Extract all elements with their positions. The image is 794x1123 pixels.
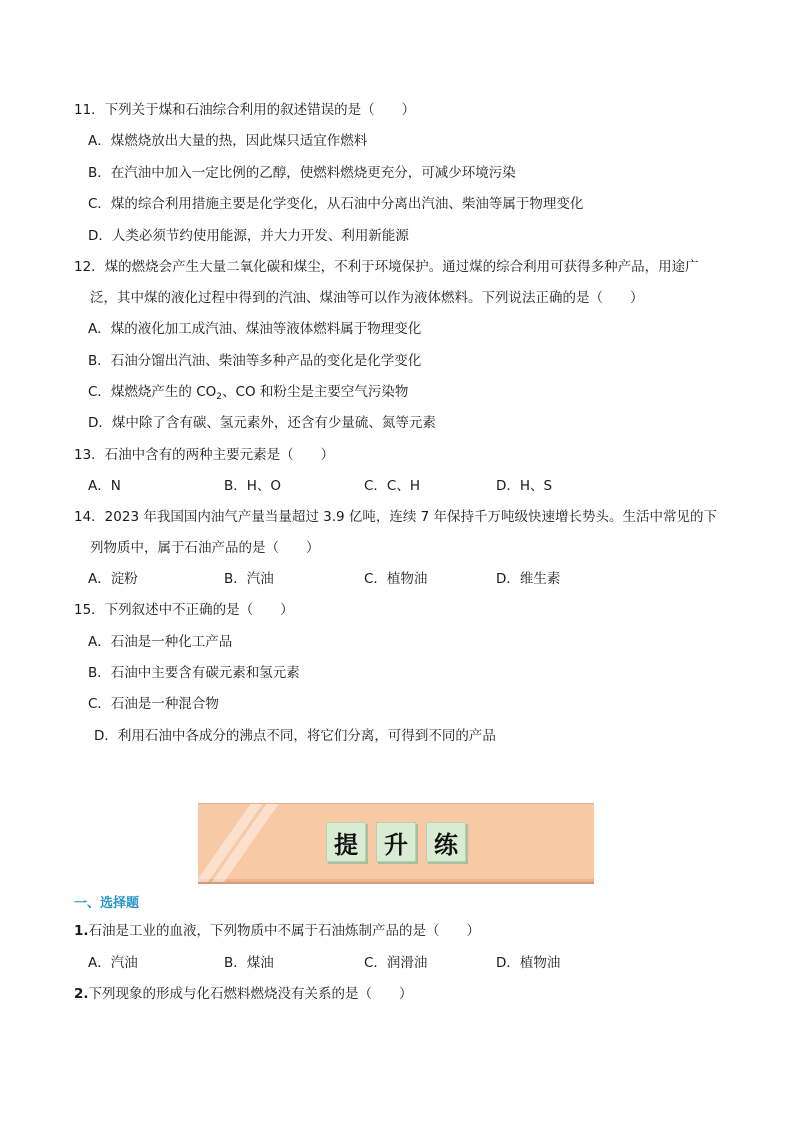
question-12-option-c-text: C．煤燃烧产生的 CO (88, 384, 217, 400)
question-12-option-d: D．煤中除了含有碳、氢元素外，还含有少量硫、氮等元素 (88, 415, 436, 431)
question-13-option-d: D．H、S (496, 478, 553, 494)
question-15-option-a: A．石油是一种化工产品 (88, 634, 233, 650)
question-12-option-c (88, 383, 408, 401)
practice-2-number: 2. (74, 986, 89, 1002)
question-13-option-c: C．C、H (364, 478, 421, 494)
question-12-option-b: B．石油分馏出汽油、柴油等多种产品的变化是化学变化 (88, 353, 422, 369)
practice-1-stem (74, 922, 480, 940)
question-15-stem: 15．下列叙述中不正确的是（ ） (74, 602, 294, 618)
question-13-stem: 13．石油中含有的两种主要元素是（ ） (74, 447, 335, 463)
question-12-stem-line1: 12．煤的燃烧会产生大量二氧化碳和煤尘，不利于环境保护。通过煤的综合利用可获得多种产品，用途广 (74, 259, 699, 275)
banner-char-1: 提 (326, 822, 366, 862)
practice-1-option-b: B．煤油 (224, 955, 274, 971)
banner-char-3: 练 (426, 822, 466, 862)
question-15-option-b: B．石油中主要含有碳元素和氢元素 (88, 665, 300, 681)
question-11-option-b: B．在汽油中加入一定比例的乙醇，使燃料燃烧更充分，可减少环境污染 (88, 165, 516, 181)
practice-1-option-c: C．润滑油 (364, 955, 428, 971)
banner-title (198, 822, 594, 862)
practice-banner (198, 803, 594, 884)
question-11-stem: 11．下列关于煤和石油综合利用的叙述错误的是（ ） (74, 102, 416, 118)
question-12-option-c-text-rest: 、CO 和粉尘是主要空气污染物 (222, 384, 409, 400)
practice-2-text: 下列现象的形成与化石燃料燃烧没有关系的是（ ） (88, 986, 413, 1002)
question-13-option-a: A．N (88, 478, 121, 494)
banner-char-2: 升 (376, 822, 416, 862)
question-14-option-c: C．植物油 (364, 571, 428, 587)
question-14-option-b: B．汽油 (224, 571, 274, 587)
practice-2-stem (74, 985, 413, 1003)
question-14-stem-line1: 14．2023 年我国国内油气产量当量超过 3.9 亿吨，连续 7 年保持千万吨级快速增长势头。生活中常见的下 (74, 509, 718, 525)
question-11-option-d: D．人类必须节约使用能源，并大力开发、利用新能源 (88, 228, 409, 244)
question-12-stem-line2: 泛，其中煤的液化过程中得到的汽油、煤油等可以作为液体燃料。下列说法正确的是（ ） (90, 290, 644, 306)
question-11-option-c: C．煤的综合利用措施主要是化学变化，从石油中分离出汽油、柴油等属于物理变化 (88, 196, 584, 212)
practice-1-text: 石油是工业的血液，下列物质中不属于石油炼制产品的是（ ） (88, 923, 481, 939)
question-14-option-a: A．淀粉 (88, 571, 138, 587)
practice-1-option-d: D．植物油 (496, 955, 561, 971)
subscript-2: 2 (216, 392, 223, 402)
question-13-option-b: B．H、O (224, 478, 282, 494)
question-15-option-d: D．利用石油中各成分的沸点不同，将它们分离，可得到不同的产品 (94, 728, 496, 744)
question-15-option-c: C．石油是一种混合物 (88, 696, 219, 712)
question-11-option-a: A．煤燃烧放出大量的热，因此煤只适宜作燃料 (88, 133, 368, 149)
question-12-option-a: A．煤的液化加工成汽油、煤油等液体燃料属于物理变化 (88, 321, 422, 337)
question-14-option-d: D．维生素 (496, 571, 561, 587)
section-heading: 一、选择题 (74, 896, 140, 911)
question-14-stem-line2: 列物质中，属于石油产品的是（ ） (90, 540, 320, 556)
practice-1-option-a: A．汽油 (88, 955, 138, 971)
practice-1-number: 1. (74, 923, 89, 939)
